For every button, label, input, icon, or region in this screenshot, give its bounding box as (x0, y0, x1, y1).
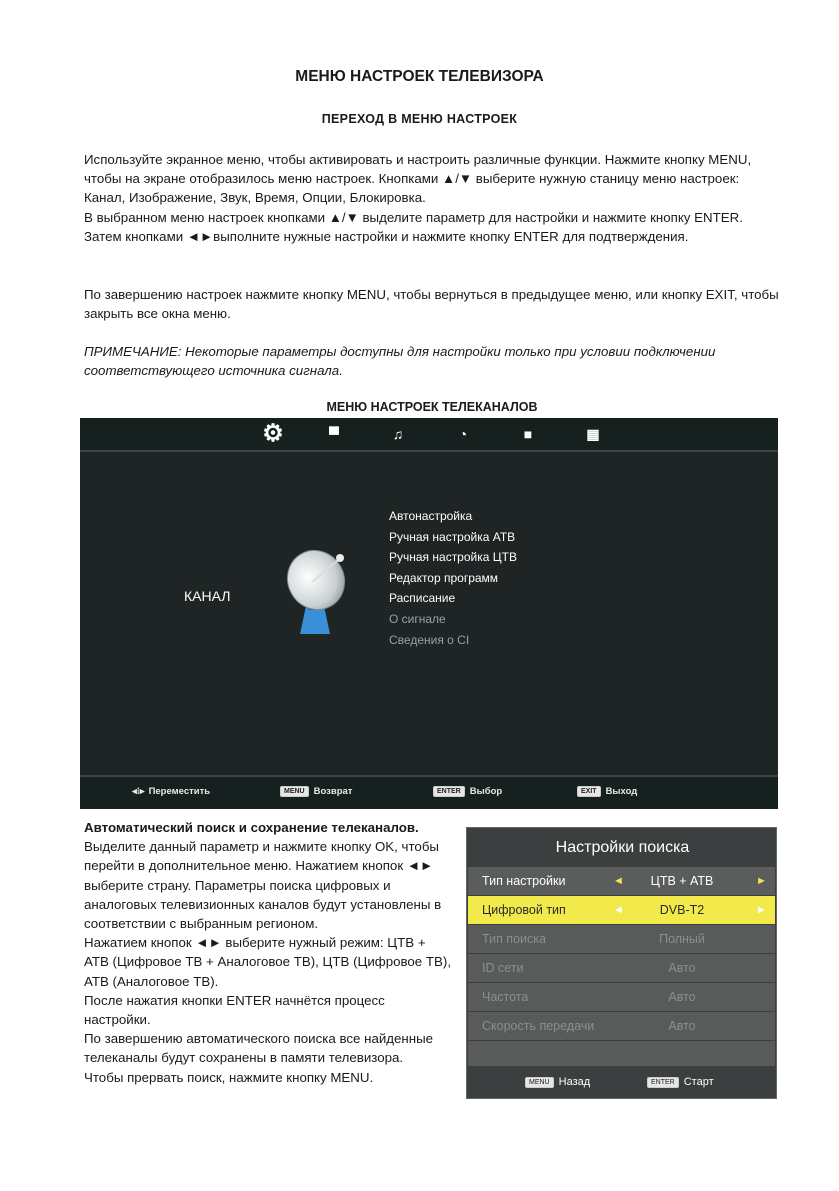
row-frequency (468, 983, 775, 1011)
monitor-icon[interactable]: ▀ (329, 426, 339, 442)
menu-item-schedule[interactable]: Расписание (389, 591, 456, 606)
menu-item-ci-info: Сведения о CI (389, 632, 470, 647)
satellite-dish-icon (272, 546, 364, 636)
channel-menu-heading: МЕНЮ НАСТРОЕК ТЕЛЕКАНАЛОВ (326, 400, 538, 414)
menu-item-program-editor[interactable]: Редактор программ (389, 570, 499, 585)
menu-key: MENU (525, 1077, 554, 1088)
row-digital-type[interactable] (468, 896, 775, 924)
back-hint-label: Возврат (313, 786, 353, 797)
row-value: DVB-T2 (659, 903, 705, 917)
tv-hint-bar (80, 775, 778, 809)
exit-hint-label: Выход (605, 786, 638, 797)
page-title: МЕНЮ НАСТРОЕК ТЕЛЕВИЗОРА (295, 68, 544, 85)
arrows-icon: ◂⁝▸ (132, 786, 145, 797)
row-value: Авто (668, 990, 696, 1004)
note-paragraph: ПРИМЕЧАНИЕ: Некоторые параметры доступны для настройки только при условии подключении соответствующего источника сигнала. (84, 344, 716, 379)
arrow-right-icon[interactable]: ► (756, 875, 767, 887)
tv-section-label: КАНАЛ (184, 588, 231, 604)
row-label: Скорость передачи (482, 1019, 595, 1033)
back-hint (280, 786, 352, 797)
menu-item-signal-info: О сигнале (389, 611, 446, 626)
row-label: Цифровой тип (482, 903, 566, 917)
back-hint (525, 1076, 590, 1088)
gear-icon[interactable]: ⚙ (262, 420, 284, 447)
start-hint-label: Старт (683, 1076, 714, 1088)
lock-icon[interactable]: ■ (523, 426, 533, 442)
back-hint-label: Назад (558, 1076, 591, 1088)
tv-channel-menu (80, 418, 778, 809)
intro-paragraph-3: По завершению настроек нажмите кнопку MENU, чтобы вернуться в предыдущее меню, или кнопку EXIT, чтобы закрыть все окна меню. (84, 287, 779, 322)
move-hint (132, 786, 210, 797)
row-value: Полный (659, 932, 705, 946)
row-label: ID сети (482, 961, 524, 975)
grid-icon[interactable]: ▦ (586, 426, 600, 442)
auto-search-text-5: Чтобы прервать поиск, нажмите кнопку MENU. (84, 1069, 374, 1085)
arrow-left-icon[interactable]: ◄ (613, 904, 624, 916)
auto-search-text-1: Выделите данный параметр и нажмите кнопку OK, чтобы перейти в дополнительное меню. Нажатием кнопок ◄► выберите страну. Параметры поиска цифровых и аналоговых телевизионных каналов будут установлены в соответствии с выбранным регионом. (84, 839, 442, 932)
auto-search-text-3: После нажатия кнопки ENTER начнётся процесс настройки. (84, 992, 385, 1028)
menu-key: MENU (280, 786, 309, 797)
row-label: Тип настройки (482, 874, 566, 888)
row-label: Частота (482, 990, 529, 1004)
intro-paragraph-1: Используйте экранное меню, чтобы активировать и настроить различные функции. Нажмите кнопку MENU, чтобы на экране отобразилось меню настроек. Кнопками ▲/▼ выберите нужную станицу меню настроек: Канал, Изображение, Звук, Время, Опции, Блокировка. (84, 152, 752, 206)
row-label: Тип поиска (482, 932, 546, 946)
section-subtitle: ПЕРЕХОД В МЕНЮ НАСТРОЕК (321, 112, 518, 126)
row-value: ЦТВ + АТВ (650, 874, 714, 888)
auto-search-text (84, 818, 454, 1087)
row-network-id (468, 954, 775, 982)
auto-search-heading: Автоматический поиск и сохранение телеканалов. (84, 820, 419, 835)
menu-item-manual-dtv[interactable]: Ручная настройка ЦТВ (389, 550, 517, 565)
enter-key: ENTER (647, 1077, 679, 1088)
row-empty (468, 1041, 775, 1068)
exit-hint (577, 786, 637, 797)
menu-item-auto-tuning[interactable]: Автонастройка (389, 509, 473, 523)
search-panel-hints (467, 1066, 776, 1098)
clock-icon[interactable]: ◔ (458, 426, 468, 442)
row-search-type (468, 925, 775, 953)
arrow-left-icon[interactable]: ◄ (613, 875, 624, 887)
arrow-right-icon[interactable]: ► (756, 904, 767, 916)
row-tuning-type[interactable] (468, 867, 775, 895)
tv-tab-bar (80, 418, 778, 452)
row-value: Авто (668, 1019, 696, 1033)
menu-item-manual-atv[interactable]: Ручная настройка АТВ (389, 529, 516, 544)
exit-key: EXIT (577, 786, 601, 797)
select-hint (433, 786, 502, 797)
auto-search-text-4: По завершению автоматического поиска все найденные телеканалы будут сохранены в памяти телевизора. (84, 1031, 434, 1066)
music-icon[interactable]: ♫ (392, 426, 404, 442)
row-value: Авто (668, 961, 696, 975)
select-hint-label: Выбор (469, 786, 503, 797)
search-settings-panel (466, 827, 777, 1099)
intro-paragraph-2: В выбранном меню настроек кнопками ▲/▼ выделите параметр для настройки и нажмите кнопку ENTER. Затем кнопками ◄►выполните нужные настройки и нажмите кнопку ENTER для подтверждения. (84, 209, 743, 244)
search-panel-title: Настройки поиска (555, 839, 690, 856)
enter-key: ENTER (433, 786, 465, 797)
start-hint (647, 1076, 714, 1088)
auto-search-text-2: Нажатием кнопок ◄► выберите нужный режим: ЦТВ + АТВ (Цифровое ТВ + Аналоговое ТВ), ЦТВ (Цифровое ТВ), АТВ (Аналоговое ТВ). (84, 935, 452, 989)
intro-block (84, 150, 784, 246)
move-hint-label: Переместить (148, 786, 211, 797)
row-symbol-rate (468, 1012, 775, 1040)
channel-menu-list (389, 506, 517, 650)
